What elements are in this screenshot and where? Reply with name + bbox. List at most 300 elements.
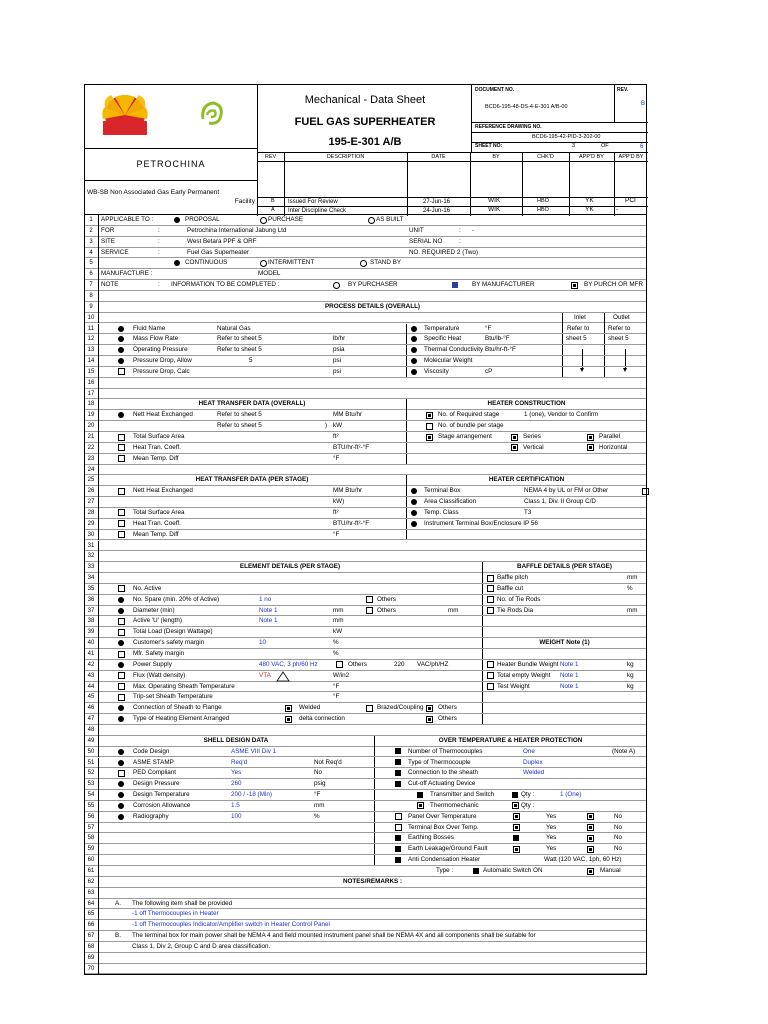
continuous-label: CONTINUOUS [185, 259, 228, 267]
row-number: 54 [84, 790, 99, 801]
row-number: 27 [84, 497, 99, 508]
row-4 [84, 248, 647, 259]
row-7 [84, 280, 647, 291]
row-58 [84, 833, 647, 844]
row-number: 70 [84, 964, 99, 975]
by-manufacturer-marker [452, 282, 458, 288]
row-number: 68 [84, 942, 99, 953]
no-spare-label: No. Spare (min. 20% of Active) [133, 595, 220, 603]
tc-connection-label: Connection to the sheath [408, 769, 479, 777]
series-checkbox[interactable] [511, 434, 518, 441]
earth-leakage-no-checkbox[interactable] [587, 846, 594, 853]
row-number: 9 [84, 302, 99, 313]
empty-weight-label: Total empty Weight [497, 671, 551, 679]
stage-coeff-label: Heat Tran. Coeff. [133, 519, 181, 527]
row-number: 43 [84, 671, 99, 682]
power-others-checkbox[interactable] [336, 661, 343, 668]
baffle-cut-label: Baffle cut [497, 584, 524, 592]
empty-weight-checkbox[interactable] [487, 672, 494, 679]
row-number: 66 [84, 920, 99, 931]
row-number: 4 [84, 248, 99, 259]
row-number: 13 [84, 345, 99, 356]
rev-row-a-chk: HBO [537, 207, 549, 213]
row-9 [84, 302, 647, 313]
proposal-radio[interactable] [174, 217, 180, 223]
row-44 [84, 682, 647, 693]
row-number: 67 [84, 931, 99, 942]
doc-no-value: BCD6-195-48-DS-4-E-301 A/B-00 [485, 104, 568, 110]
sheet-no-value: 3 [572, 143, 576, 149]
active-u-unit: mm [333, 617, 344, 625]
customer-margin-label: Customer's safety margin [133, 639, 205, 647]
viscosity-label: Viscosity [424, 367, 449, 375]
stage-arrangement-checkbox[interactable] [426, 434, 433, 441]
mass-flow-bullet [118, 336, 124, 342]
row-2 [84, 226, 647, 237]
pressure-drop-calc-checkbox[interactable] [118, 368, 125, 375]
specific-heat-label: Specific Heat [424, 335, 462, 343]
no-active-checkbox[interactable] [118, 585, 125, 592]
thermomechanic-checkbox[interactable] [417, 802, 424, 809]
row-number: 6 [84, 269, 99, 280]
diameter-unit: mm [333, 606, 344, 614]
asme-stamp-value: Req'd [231, 758, 248, 766]
row-number: 19 [84, 410, 99, 421]
row-49 [84, 736, 647, 747]
earthing-bosses-no-checkbox[interactable] [587, 835, 594, 842]
row-14 [84, 356, 647, 367]
as-built-label: AS BUILT [376, 216, 404, 223]
row-39 [84, 627, 647, 638]
earth-leakage-yes-label: Yes [546, 845, 557, 853]
instrument-box-label: Instrument Terminal Box/Enclosure IP 56 [424, 519, 538, 527]
pressure-drop-calc-unit: psi [333, 367, 342, 375]
row-number: 63 [84, 888, 99, 899]
heat-tran-coeff-checkbox[interactable] [118, 444, 125, 451]
design-pressure-bullet [118, 781, 124, 787]
row-27 [84, 497, 647, 508]
bundle-weight-value: Note 1 [560, 660, 579, 668]
diameter-others-unit: mm [448, 606, 459, 614]
delta-checkbox[interactable] [285, 716, 292, 723]
equipment-tag: 195-E-301 A/B [328, 136, 402, 148]
area-class-bullet [411, 499, 417, 505]
note-a-item-2: -1 off Thermocouples Indicator/Amplifier switch in Heater Control Panel [132, 921, 330, 929]
area-class-value: Class 1, Div. II Group C/D [524, 498, 596, 506]
nett-heat-unit-kw: kW [333, 422, 343, 430]
tc-connection-value: Welded [523, 769, 545, 777]
row-number: 7 [84, 280, 99, 291]
bundle-per-stage-checkbox[interactable] [426, 423, 433, 430]
stage-coeff-checkbox[interactable] [118, 520, 125, 527]
empty-weight-unit: kg [627, 671, 634, 679]
tie-rods-dia-label: Tie Rods Dia [497, 606, 534, 614]
stage-mtd-unit: °F [333, 530, 340, 538]
customer-margin-unit: % [333, 639, 339, 647]
auto-switch-label: Automatic Switch ON [483, 867, 543, 874]
no-spare-others-checkbox[interactable] [366, 596, 373, 603]
row-8 [84, 291, 647, 302]
empty-weight-value: Note 1 [560, 671, 579, 679]
code-design-value: ASME VIII Div 1 [231, 747, 277, 755]
note-b-text-cont: Class 1, Div 2, Group C and D area classification. [132, 942, 271, 950]
brazed-checkbox[interactable] [366, 705, 373, 712]
row-number: 64 [84, 899, 99, 910]
earth-leakage-label: Earth Leakage/Ground Fault [408, 845, 488, 853]
tc-type-label: Type of Thermocouple [408, 758, 471, 766]
row-number: 38 [84, 616, 99, 627]
total-surface-unit: ft² [333, 433, 339, 440]
equipment-name: FUEL GAS SUPERHEATER [294, 116, 436, 128]
row-29 [84, 519, 647, 530]
of-label: OF [601, 143, 609, 149]
temp-class-label: Temp. Class [424, 508, 459, 516]
baffle-details-heading: BAFFLE DETAILS (PER STAGE) [517, 563, 612, 571]
rev-label: REV. [617, 87, 629, 93]
stand-by-radio[interactable] [360, 260, 367, 267]
pressure-drop-allow-label: Pressure Drop, Allow [133, 357, 192, 365]
row-number: 51 [84, 758, 99, 769]
row-number: 23 [84, 454, 99, 465]
specific-heat-bullet [411, 336, 417, 342]
mfr-margin-checkbox[interactable] [118, 651, 125, 658]
terminal-box-over-temp-marker[interactable] [395, 824, 402, 831]
flux-unit: W/in2 [333, 671, 350, 679]
purchase-radio[interactable] [260, 217, 267, 224]
row-number: 2 [84, 226, 99, 237]
radiography-label: Radiography [133, 812, 169, 820]
row-47 [84, 714, 647, 725]
mfr-margin-label: Mfr. Safety margin [133, 650, 185, 657]
thermomechanic-qty-label: Qty : [521, 801, 535, 809]
design-temp-label: Design Temperature [133, 791, 190, 799]
row-62 [84, 877, 647, 888]
terminal-box-other-checkbox[interactable] [642, 488, 649, 495]
row-number: 34 [84, 573, 99, 584]
vertical-checkbox[interactable] [511, 444, 518, 451]
outlet-label: Outlet [613, 313, 630, 321]
rev-col-appd1: APP'D BY [579, 154, 604, 160]
of-value: 6 [640, 144, 644, 150]
terminal-box-over-temp-no-checkbox[interactable] [587, 824, 594, 831]
required-stage-checkbox[interactable] [426, 412, 433, 419]
row-20 [84, 421, 647, 432]
element-arranged-label: Type of Heating Element Arranged [133, 715, 230, 723]
row-number: 47 [84, 714, 99, 725]
max-sheath-checkbox[interactable] [118, 683, 125, 690]
row-21 [84, 432, 647, 443]
row-64 [84, 899, 647, 910]
proposal-label: PROPOSAL [185, 216, 220, 223]
rev-row-b-desc: Issued For Review [288, 199, 338, 205]
parallel-label: Parallel [599, 433, 620, 440]
trip-set-label: Trip-set Sheath Temperature [133, 693, 213, 701]
by-purch-or-mfr-marker [571, 282, 578, 289]
nett-heat-unit-btu: MM Btu/hr [333, 411, 363, 419]
data-sheet [84, 84, 647, 976]
tie-rods-checkbox[interactable] [487, 596, 494, 603]
no-required-value: 2 (Two) [457, 248, 478, 256]
mean-temp-diff-checkbox[interactable] [118, 455, 125, 462]
transmitter-qty-label: Qty : [521, 791, 535, 799]
molecular-weight-bullet [411, 358, 417, 364]
ped-checkbox[interactable] [118, 770, 125, 777]
operating-pressure-value: Refer to sheet 5 [217, 346, 262, 354]
earthing-bosses-yes-label: Yes [546, 834, 557, 842]
row-number: 29 [84, 519, 99, 530]
row-11 [84, 324, 647, 335]
row-number: 49 [84, 736, 99, 747]
design-pressure-label: Design Pressure [133, 780, 180, 788]
design-pressure-unit: psig [314, 780, 326, 788]
power-supply-bullet [118, 662, 124, 668]
service-value: Fuel Gas Superheater [187, 248, 249, 256]
baffle-pitch-label: Baffle pitch [497, 574, 529, 582]
manual-checkbox[interactable] [587, 868, 594, 875]
parallel-checkbox[interactable] [587, 434, 594, 441]
row-number: 5 [84, 258, 99, 269]
earthing-bosses-marker [395, 835, 401, 841]
rev-col-by: BY [492, 154, 500, 160]
heater-certification-heading: HEATER CERTIFICATION [488, 476, 565, 484]
inlet-temp-value: Refer to [567, 324, 590, 332]
panel-over-temp-no-checkbox[interactable] [587, 813, 594, 820]
corrosion-label: Corrosion Allowance [133, 801, 191, 809]
temp-class-bullet [411, 510, 417, 516]
delta-label: delta connection [299, 715, 345, 723]
stage-nett-heat-label: Nett Heat Exchanged [133, 487, 193, 495]
rev-row-a-app2: - [616, 206, 619, 213]
stage-mtd-checkbox[interactable] [118, 531, 125, 538]
design-temp-unit: °F [314, 791, 321, 799]
row-60 [84, 855, 647, 866]
row-52 [84, 768, 647, 779]
note-label: NOTE [101, 281, 119, 289]
header-block [84, 84, 647, 215]
fluid-name-bullet [118, 326, 124, 332]
sheath-others-checkbox[interactable] [426, 705, 433, 712]
asme-stamp-alt: Not Req'd [314, 758, 342, 766]
power-others-label: Others [348, 660, 367, 668]
diameter-bullet [118, 608, 124, 614]
colon: : [158, 248, 160, 256]
mass-flow-value: Refer to sheet 5 [217, 335, 262, 343]
pressure-drop-allow-unit: psi [333, 357, 342, 365]
cutoff-label: Cut-off Actuating Device [408, 780, 476, 788]
stage-mtd-label: Mean Temp. Diff [133, 530, 179, 538]
rev-value: B [641, 101, 646, 107]
asme-stamp-label: ASME STAMP [133, 758, 174, 766]
note-b-text: The terminal box for main power shall be NEMA 4 and field mounted instrument panel shall be NEMA 4X and all components shall be suitable for [132, 932, 536, 940]
tie-rods-dia-checkbox[interactable] [487, 607, 494, 614]
row-number: 61 [84, 866, 99, 877]
row-number: 3 [84, 237, 99, 248]
flux-label: Flux (Watt density) [133, 671, 186, 679]
rev-col-appd2: APP'D BY [618, 154, 644, 160]
no-spare-bullet [118, 597, 124, 603]
stage-coeff-unit: BTU/hr-ft²-°F [333, 519, 370, 527]
as-built-radio[interactable] [368, 217, 375, 224]
row-number: 62 [84, 877, 99, 888]
stage-surface-checkbox[interactable] [118, 509, 125, 516]
bundle-weight-checkbox[interactable] [487, 661, 494, 668]
row-23 [84, 454, 647, 465]
row-16 [84, 378, 647, 389]
flux-checkbox[interactable] [118, 672, 125, 679]
customer-margin-value: 10 [259, 639, 267, 647]
intermittent-radio[interactable] [260, 260, 267, 267]
by-purch-or-mfr-label: BY PURCH OR MFR [584, 281, 644, 289]
continuous-radio[interactable] [174, 260, 180, 266]
row-number: 8 [84, 291, 99, 302]
heat-transfer-overall-heading: HEAT TRANSFER DATA (OVERALL) [198, 400, 306, 408]
tie-rods-label: No. of Tie Rods [497, 595, 541, 603]
row-45 [84, 692, 647, 703]
heat-transfer-stage-heading: HEAT TRANSFER DATA (PER STAGE) [195, 476, 309, 484]
nett-heat-label: Nett Heat Exchanged [133, 411, 193, 419]
no-required-label: NO. REQUIRED : [409, 248, 459, 256]
fluid-name-value: Natural Gas [217, 324, 251, 332]
no-active-label: No. Active [133, 584, 162, 592]
baffle-cut-unit: % [627, 584, 633, 592]
row-number: 26 [84, 486, 99, 497]
row-66 [84, 920, 647, 931]
row-22 [84, 443, 647, 454]
sheath-others-label: Others [438, 704, 457, 712]
row-33 [84, 562, 647, 573]
no-spare-value: 1 no [259, 595, 272, 603]
for-label: FOR [101, 226, 115, 234]
diameter-label: Diameter (min) [133, 606, 175, 614]
arranged-others-checkbox[interactable] [426, 716, 433, 723]
row-number: 15 [84, 367, 99, 378]
inlet-label: Inlet [574, 313, 586, 321]
mfr-margin-unit: % [333, 650, 339, 657]
anti-condensation-marker [395, 857, 401, 863]
unit-label: UNIT [409, 226, 424, 234]
diameter-others-checkbox[interactable] [366, 607, 373, 614]
row-26 [84, 486, 647, 497]
test-weight-checkbox[interactable] [487, 683, 494, 690]
row-68 [84, 942, 647, 953]
heater-construction-heading: HEATER CONSTRUCTION [487, 400, 566, 408]
horizontal-label: Horizontal [599, 443, 628, 451]
row-number: 30 [84, 530, 99, 541]
rev-row-b-chk: HBO [537, 198, 549, 204]
row-31 [84, 541, 647, 552]
row-18 [84, 399, 647, 410]
rev-row-a-rev: A [271, 207, 275, 213]
thermomechanic-qty-checkbox[interactable] [512, 802, 519, 809]
outlet-temp-value: Refer to [608, 324, 631, 332]
nett-heat-kw-value: Refer to sheet 5 [217, 422, 262, 430]
baffle-cut-checkbox[interactable] [487, 585, 494, 592]
row-50 [84, 747, 647, 758]
inlet-spec-value: sheet 5 [566, 335, 587, 343]
transmitter-marker [417, 792, 423, 798]
bundle-weight-label: Heater Bundle Weight [497, 660, 559, 668]
site-value: West Betara PPF & ORF [187, 237, 257, 245]
auto-switch-marker [473, 868, 479, 874]
thermal-conductivity-bullet [411, 347, 417, 353]
row-35 [84, 584, 647, 595]
row-43 [84, 671, 647, 682]
total-load-unit: kW [333, 628, 343, 636]
row-55 [84, 801, 647, 812]
over-temp-heading: OVER TEMPERATURE & HEATER PROTECTION [438, 736, 583, 744]
thermocouples-note: (Note A) [612, 747, 636, 755]
required-stage-value: 1 (one), Vendor to Confirm [524, 411, 599, 419]
pressure-drop-allow-bullet [118, 358, 124, 364]
terminal-box-over-temp-yes-checkbox[interactable] [513, 824, 520, 831]
row-number: 12 [84, 334, 99, 345]
row-number: 58 [84, 833, 99, 844]
row-6 [84, 269, 647, 280]
baffle-pitch-checkbox[interactable] [487, 575, 494, 582]
row-number: 65 [84, 909, 99, 920]
transmitter-label: Transmitter and Switch [430, 791, 495, 799]
row-number: 20 [84, 421, 99, 432]
row-63 [84, 888, 647, 899]
earth-leakage-yes-checkbox[interactable] [513, 846, 520, 853]
mass-flow-unit: lb/hr [333, 335, 346, 343]
rev-col-description: DESCRIPTION [326, 154, 365, 160]
earthing-bosses-label: Earthing Bosses [408, 834, 454, 842]
thermocouples-value: One [523, 747, 535, 755]
row-number: 53 [84, 779, 99, 790]
row-number: 44 [84, 682, 99, 693]
trip-set-checkbox[interactable] [118, 694, 125, 701]
bundle-weight-unit: kg [627, 660, 634, 668]
by-purchaser-label: BY PURCHASER [348, 281, 398, 289]
corrosion-value: 1.5 [231, 801, 240, 809]
weight-heading: WEIGHT Note (1) [539, 639, 590, 647]
earthing-bosses-no-label: No [614, 834, 623, 842]
process-details-heading: PROCESS DETAILS (OVERALL) [324, 302, 421, 310]
total-load-checkbox[interactable] [118, 629, 125, 636]
active-u-checkbox[interactable] [118, 618, 125, 625]
welded-checkbox[interactable] [285, 705, 292, 712]
power-others-unit: VAC/ph/HZ [417, 660, 449, 668]
test-weight-label: Test Weight [497, 682, 530, 690]
temperature-label: Temperature [424, 324, 460, 332]
terminal-box-over-temp-no-label: No [614, 823, 623, 831]
row-number: 36 [84, 595, 99, 606]
total-surface-checkbox[interactable] [118, 434, 125, 441]
row-3 [84, 237, 647, 248]
stage-nett-heat-checkbox[interactable] [118, 488, 125, 495]
area-class-label: Area Classification [424, 498, 477, 506]
horizontal-checkbox[interactable] [587, 444, 594, 451]
test-weight-value: Note 1 [560, 682, 579, 690]
row-42 [84, 660, 647, 671]
corrosion-bullet [118, 803, 124, 809]
rev-row-b-by: WIK [488, 197, 501, 204]
operating-pressure-unit: psia [333, 346, 345, 354]
panel-over-temp-marker[interactable] [395, 813, 402, 820]
service-label: SERVICE [101, 248, 129, 256]
row-number: 21 [84, 432, 99, 443]
row-number: 14 [84, 356, 99, 367]
power-supply-value: 480 VAC, 3 ph/60 Hz [259, 660, 318, 668]
ped-value: Yes [231, 769, 242, 777]
power-supply-label: Power Supply [133, 660, 172, 668]
row-number: 18 [84, 399, 99, 410]
panel-over-temp-yes-checkbox[interactable] [513, 813, 520, 820]
rev-row-a-app1: YK [585, 206, 594, 213]
earthing-bosses-yes-checkbox[interactable] [513, 835, 519, 841]
rev-row-b-rev: B [271, 198, 275, 204]
